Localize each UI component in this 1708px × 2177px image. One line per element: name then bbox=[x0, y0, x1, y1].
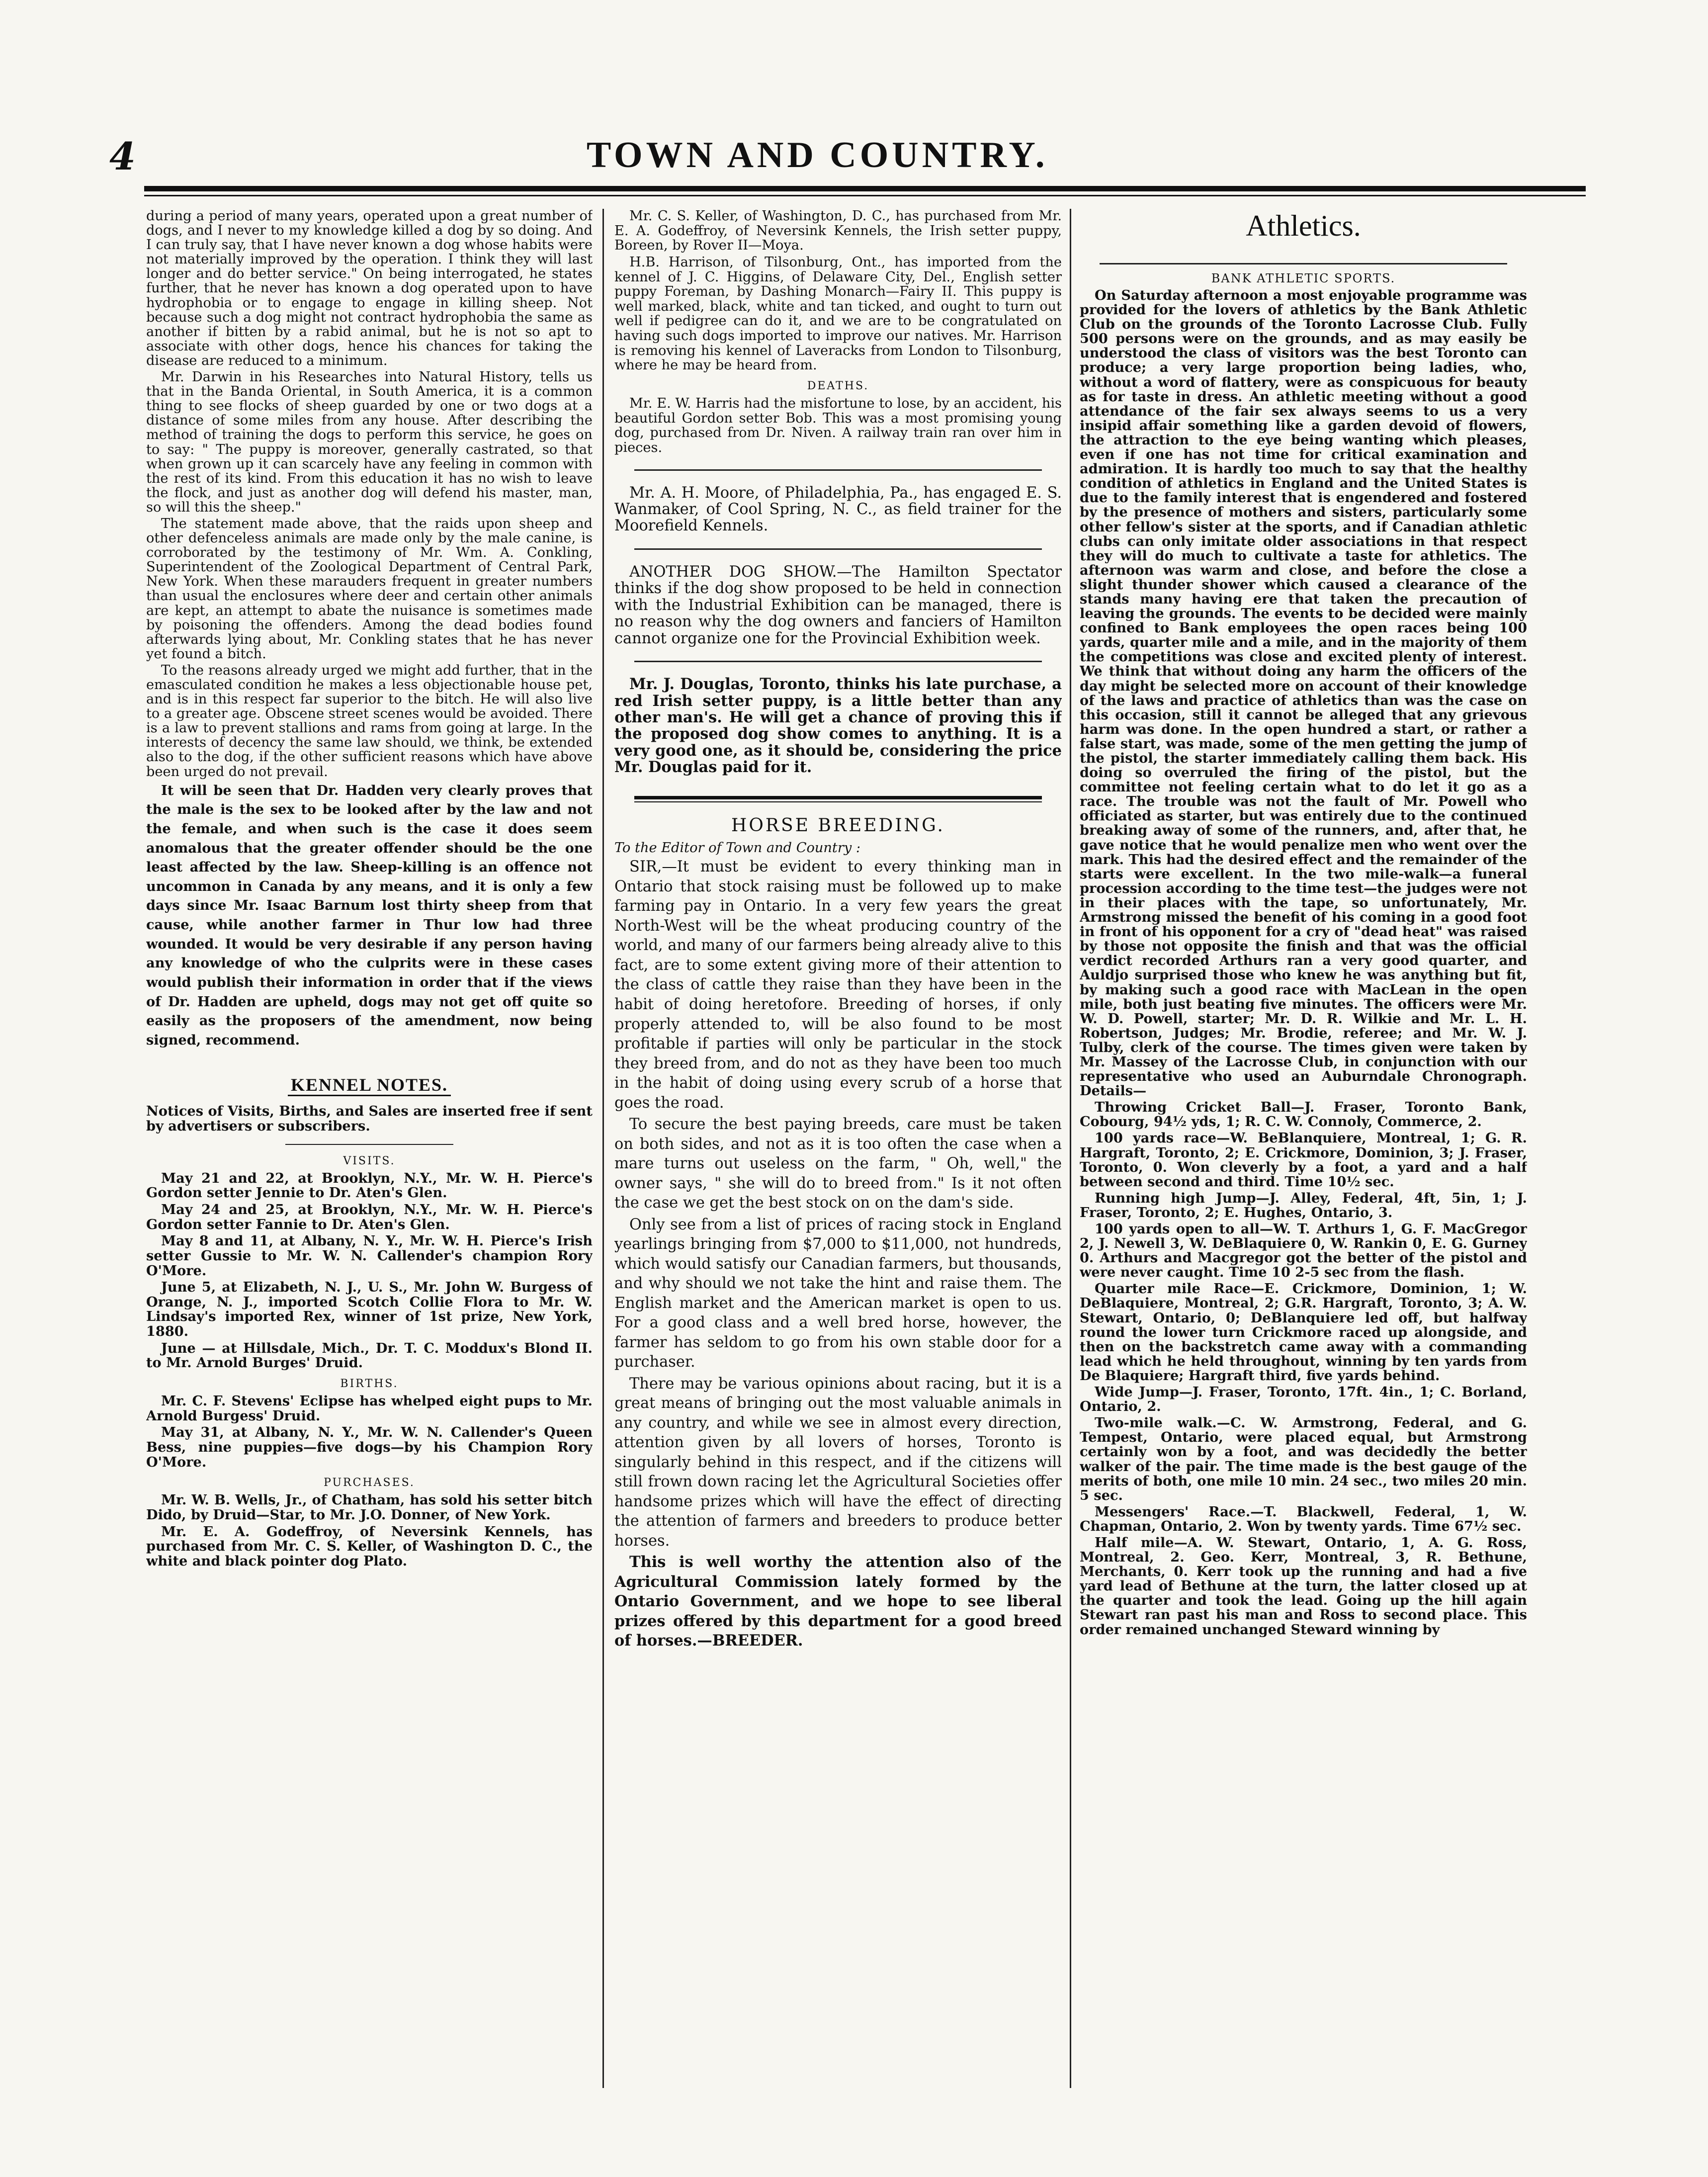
divider bbox=[634, 661, 1042, 662]
notice-item: June — at Hillsdale, Mich., Dr. T. C. Moddux's Blond II. to Mr. Arnold Burges' Druid. bbox=[146, 1340, 593, 1371]
result-item: Two-mile walk.—C. W. Armstrong, Federal, and G. Tempest, Ontario, were placed equal, but Armstrong certainly won by a foot, and was decidedly the better walker of the pair. The time made is the best gauge of the merits of both, one mile 10 min. 24 sec., two miles 20 min. 5 sec. bbox=[1080, 1415, 1527, 1503]
section-heading-athletics: Athletics. bbox=[1246, 209, 1361, 242]
divider bbox=[285, 1144, 453, 1145]
kennel-notes-title: KENNEL NOTES. bbox=[288, 1075, 451, 1096]
subheading-visits: VISITS. bbox=[343, 1154, 396, 1167]
column-separator bbox=[602, 209, 604, 2088]
subheading-purchases: PURCHASES. bbox=[324, 1477, 415, 1489]
letter-paragraph: Only see from a list of prices of racing stock in England yearlings bringing from $7,000 to $11,000, not hundreds, which would satisfy our Canadian farmers, but thousands, and why should we not take the hint and raise them. The English market and the American market is open to us. For a good class and a well bred horse, however, the farmer has seldom to go from his own stable door for a purchaser. bbox=[614, 1216, 1062, 1371]
article-paragraph: Mr. Darwin in his Researches into Natural History, tells us that in the Banda Oriental, in South America, it is a common thing to see flocks of sheep guarded by one or two dogs at a distance of some miles from any house. After describing the method of training the dogs to perform this service, he goes on to say: " The puppy is moreover, generally castrated, so that when grown up it can scarcely have any feeling in common with the rest of its kind. From this education it has no wish to leave the flock, and just as another dog will defend his master, man, so will this the sheep." bbox=[146, 369, 593, 515]
column-2 bbox=[614, 209, 1062, 2078]
masthead: TOWN AND COUNTRY. bbox=[587, 135, 1048, 175]
divider bbox=[1100, 263, 1507, 264]
column-1 bbox=[146, 209, 593, 2078]
letter-paragraph: This is well worthy the attention also of the Agricultural Commission lately formed by the Ontario Government, and we hope to see liberal prizes offered by this department for a good breed of horses.—BREEDER. bbox=[614, 1553, 1062, 1650]
page-number: 4 bbox=[109, 134, 136, 178]
notice-item: Mr. W. B. Wells, Jr., of Chatham, has sold his setter bitch Dido, by Druid—Star, to Mr. J.O. Donner, of New York. bbox=[146, 1492, 593, 1523]
notice-item: Mr. J. Douglas, Toronto, thinks his late purchase, a red Irish setter puppy, is a little better than any other man's. He will get a chance of proving this if the proposed dog show comes to anything. It is a very good one, as it should be, considering the price Mr. Douglas paid for it. bbox=[614, 675, 1062, 777]
notice-item: June 5, at Elizabeth, N. J., U. S., Mr. John W. Burgess of Orange, N. J., imported Scotch Collie Flora to Mr. W. Lindsay's imported Rex, winner of 1st prize, New York, 1880. bbox=[146, 1279, 593, 1340]
notice-item: Mr. A. H. Moore, of Philadelphia, Pa., has engaged E. S. Wanmaker, of Cool Spring, N. C., as field trainer for the Moorefield Kennels. bbox=[614, 484, 1062, 535]
kennel-intro: Notices of Visits, Births, and Sales are inserted free if sent by advertisers or subscribers. bbox=[146, 1103, 593, 1134]
divider bbox=[634, 469, 1042, 471]
notice-item: Mr. C. S. Keller, of Washington, D. C., has purchased from Mr. E. A. Godeffroy, of Neversink Kennels, the Irish setter puppy, Boreen, by Rover II—Moya. bbox=[614, 209, 1062, 254]
result-item: Wide Jump—J. Fraser, Toronto, 17ft. 4in., 1; C. Borland, Ontario, 2. bbox=[1080, 1384, 1527, 1415]
result-item: Throwing Cricket Ball—J. Fraser, Toronto Bank, Cobourg, 94½ yds, 1; R. C. W. Connoly, Commerce, 2. bbox=[1080, 1099, 1527, 1130]
section-heading-kennel-notes bbox=[146, 1074, 593, 1095]
result-item: 100 yards race—W. BeBlanquiere, Montreal, 1; G. R. Hargraft, Toronto, 2; E. Crickmore, Dominion, 3; J. Fraser, Toronto, 0. Won cleverly by a foot, a yard and a half between second and third. Time 10½ sec. bbox=[1080, 1130, 1527, 1190]
notice-item: Mr. E. W. Harris had the misfortune to lose, by an accident, his beautiful Gordon setter Bob. This was a most promising young dog, purchased from Dr. Niven. A railway train ran over him in pieces. bbox=[614, 396, 1062, 455]
notice-item: May 24 and 25, at Brooklyn, N.Y., Mr. W. H. Pierce's Gordon setter Fannie to Dr. Aten's Glen. bbox=[146, 1201, 593, 1232]
article-paragraph: The statement made above, that the raids upon sheep and other defenceless animals are made only by the male canine, is corroborated by the testimony of Mr. Wm. A. Conkling, Superintendent of the Zoological Department of Central Park, New York. When these marauders frequent in greater numbers than usual the enclosures where deer and certain other animals are kept, an attempt to abate the nuisance is sometimes made by poisoning the offenders. Among the dead bodies found afterwards lying about, Mr. Conkling states that he has never yet found a bitch. bbox=[146, 516, 593, 662]
letter-salutation: To the Editor of Town and Country : bbox=[614, 840, 861, 856]
letter-paragraph: There may be various opinions about racing, but it is a great means of bringing out the most valuable animals in any country, and while we see in almost every direction, attention given by all lovers of horses, Toronto is singularly behind in this respect, and if the citizens will still frown down racing let the Agricultural Societies offer handsome prizes which will have the effect of directing the attention of farmers and breeders to produce better horses. bbox=[614, 1375, 1062, 1550]
result-item: 100 yards open to all—W. T. Arthurs 1, G. F. MacGregor 2, J. Newell 3, W. DeBlaquiere 0, W. Rankin 0, E. G. Gurney 0. Arthurs and Macgregor got the better of the pistol and were never caught. Time 10 2-5 sec from the flash. bbox=[1080, 1221, 1527, 1281]
article-paragraph: It will be seen that Dr. Hadden very clearly proves that the male is the sex to be looked after by the law and not the female, and when such is the case it does seem anomalous that the greater offender should be the one least affected by the law. Sheep-killing is an offence not uncommon in Canada by any means, and it is only a few days since Mr. Isaac Barnum lost thirty sheep from that cause, while another farmer in Thur low had three wounded. It would be very desirable if any person having any knowledge of who the culprits were in these cases would publish their information in order that if the views of Dr. Hadden are upheld, dogs may not get off quite so easily as the proposers of the amendment, now being signed, recommend. bbox=[146, 782, 593, 1048]
masthead-rule-thin bbox=[144, 195, 1586, 196]
article-paragraph: On Saturday afternoon a most enjoyable programme was provided for the lovers of athletics by the Bank Athletic Club on the grounds of the Toronto Lacrosse Club. Fully 500 persons were on the grounds, and as may easily be understood the class of visitors was the best Toronto can produce; a very large proportion being ladies, who, without a word of flattery, were as conspicuous for beauty as for taste in dress. An athletic meeting without a good attendance of the fair sex always seems to us a very insipid affair something like a garden devoid of flowers, the attraction to the eye being wanting which pleases, even if one has not time for critical examination and admiration. It is hardly too much to say that the healthy condition of athletics in England and the United States is due to the family interest that is engendered and fostered by the presence of mothers and sisters, particularly some other fellow's sister at the sports, and if Canadian athletic clubs can only imitate older associations in that respect they will do much to cultivate a taste for athletics. The afternoon was warm and close, and before the close a slight thunder shower which caused a clearance of the stands many having ere that taken the precaution of leaving the grounds. The events to be decided were mainly confined to Bank employees the open races being 100 yards, quarter mile and a mile, and in the majority of them the competitions was close and excited plenty of interest. We think that without doing any harm the officers of the day might be selected more on account of their knowledge of the laws and practice of athletics than was the case on this occasion, still it cannot be alleged that any grievous harm was done. In the open hundred a start, or rather a false start, was made, some of the men getting the jump of the pistol, the starter immediately calling them back. His doing so overruled the firing of the pistol, but the committee not feeling certain what to do let it go as a race. The trouble was not the fault of Mr. Powell who officiated as starter, but was entirely due to the continued breaking away of some of the runners, and, after that, he gave notice that he would penalize men who went over the mark. This had the desired effect and the remainder of the starts were excellent. In the two mile-walk—a funeral procession according to the time test—the judges were not in their places with the tape, so unfortunately, Mr. Armstrong missed the benefit of his coming in a good foot in front of his opponent for a cry of "dead heat" was raised by those not opposite the finish and that was the official verdict recorded Arthurs ran a very good quarter, and Auldjo surprised those who knew he was anything but fit, by making such a good race with MacLean in the open mile, both just beating five minutes. The officers were Mr. W. D. Powell, starter; Mr. D. R. Wilkie and Mr. L. H. Robertson, Judges; Mr. Brodie, referee; and Mr. W. J. Tulby, clerk of the course. The times given were taken by Mr. Massey of the Lacrosse Club, in conjunction with our representative who used an Auburndale Chronograph. Details— bbox=[1080, 287, 1527, 1099]
notice-item: May 21 and 22, at Brooklyn, N.Y., Mr. W. H. Pierce's Gordon setter Jennie to Dr. Aten's Glen. bbox=[146, 1170, 593, 1201]
subheading-births: BIRTHS. bbox=[340, 1378, 399, 1391]
notice-item: May 31, at Albany, N. Y., Mr. W. N. Callender's Queen Bess, nine puppies—five dogs—by his Champion Rory O'More. bbox=[146, 1424, 593, 1470]
divider-double bbox=[634, 796, 1042, 802]
result-item: Running high Jump—J. Alley, Federal, 4ft, 5in, 1; J. Fraser, Toronto, 2; E. Hughes, Ontario, 3. bbox=[1080, 1190, 1527, 1220]
subheading-deaths: DEATHS. bbox=[807, 380, 869, 393]
divider bbox=[634, 548, 1042, 550]
result-item: Half mile—A. W. Stewart, Ontario, 1, A. G. Ross, Montreal, 2. Geo. Kerr, Montreal, 3, R. Bethune, Merchants, 0. Kerr took up the running and had a five yard lead of Bethune at the turn, the latter closed up at the quarter and took the lead. Going up the hill again Stewart ran past his man and Ross to second place. This order remained unchanged Steward winning by bbox=[1080, 1534, 1527, 1638]
notice-item: Mr. C. F. Stevens' Eclipse has whelped eight pups to Mr. Arnold Burgess' Druid. bbox=[146, 1393, 593, 1424]
column-separator bbox=[1070, 209, 1071, 2088]
masthead-rule-thick bbox=[144, 186, 1586, 191]
notice-item: ANOTHER DOG SHOW.—The Hamilton Spectator thinks if the dog show proposed to be held in connection with the Industrial Exhibition can be managed, there is no reason why the dog owners and fanciers of Hamilton cannot organize one for the Provincial Exhibition week. bbox=[614, 563, 1062, 647]
subheading-bank-athletic-sports: BANK ATHLETIC SPORTS. bbox=[1211, 271, 1396, 285]
notice-item: Mr. E. A. Godeffroy, of Neversink Kennels, has purchased from Mr. C. S. Keller, of Washington D. C., the white and black pointer dog Plato. bbox=[146, 1523, 593, 1569]
notice-item: May 8 and 11, at Albany, N. Y., Mr. W. H. Pierce's Irish setter Gussie to Mr. W. N. Callender's champion Rory O'More. bbox=[146, 1233, 593, 1279]
notice-item: H.B. Harrison, of Tilsonburg, Ont., has imported from the kennel of J. C. Higgins, of Delaware City, Del., English setter puppy Foreman, by Dashing Monarch—Fairy II. This puppy is well marked, black, white and tan ticked, and ought to turn out well if pedigree can do it, and we are to be congratulated on having such dogs imported to improve our natives. Mr. Harrison is removing his kennel of Laveracks from London to Tilsonburg, where he may be heard from. bbox=[614, 254, 1062, 373]
letter-paragraph: SIR,—It must be evident to every thinking man in Ontario that stock raising must be followed up to make farming pay in Ontario. In a very few years the great North-West will be the wheat producing country of the world, and many of our farmers being already alive to this fact, are to some extent giving more of their attention to the class of cattle they raise than they have been in the habit of doing heretofore. Breeding of horses, if only properly attended to, will be also found to be most profitable if parties will only be particular in the stock they breed from, and do not as they have been too much in the habit of doing using every scrub of a horse that goes the road. bbox=[614, 858, 1062, 1112]
result-item: Quarter mile Race—E. Crickmore, Dominion, 1; W. DeBlaquiere, Montreal, 2; G.R. Hargraft, Toronto, 3; A. W. Stewart, Ontario, 0; DeBlanquiere led off, but halfway round the lower turn Crickmore raced up alongside, and then on the backstretch came away with a commanding lead which he held throughout, winning by ten yards from De Blaquiere; Hargraft third, five yards behind. bbox=[1080, 1281, 1527, 1384]
column-3 bbox=[1080, 209, 1527, 2098]
result-item: Messengers' Race.—T. Blackwell, Federal, 1, W. Chapman, Ontario, 2. Won by twenty yards. Time 67½ sec. bbox=[1080, 1503, 1527, 1534]
article-paragraph: To the reasons already urged we might add further, that in the emasculated condition he makes a less objectionable house pet, and is in this respect far superior to the bitch. He will also live to a greater age. Obscene street scenes would be avoided. There is a law to prevent stallions and rams from going at large. In the interests of decency the same law should, we think, be extended also to the dog, if the other sufficient reasons which have above been urged do not prevail. bbox=[146, 662, 593, 780]
article-paragraph: during a period of many years, operated upon a great number of dogs, and I never to my knowledge killed a dog by so doing. And I can truly say, that I have never known a dog whose habits were not materially improved by the operation. I think they will last longer and do better service." On being interrogated, he states further, that he never has known a dog operated upon to have hydrophobia or to engage to engage in killing sheep. Not because such a dog might not contract hydrophobia the same as another if bitten by a rabid animal, but he is not so apt to associate with other dogs, hence his chances for taking the disease are reduced to a minimum. bbox=[146, 209, 593, 368]
section-heading-horse-breeding: HORSE BREEDING. bbox=[731, 815, 945, 836]
letter-paragraph: To secure the best paying breeds, care must be taken on both sides, and not as it is too often the case when a mare turns out useless on the farm, " Oh, well," the owner says, " she will do to breed from." Is it not often the case we get the best stock on on the dam's side. bbox=[614, 1116, 1062, 1212]
